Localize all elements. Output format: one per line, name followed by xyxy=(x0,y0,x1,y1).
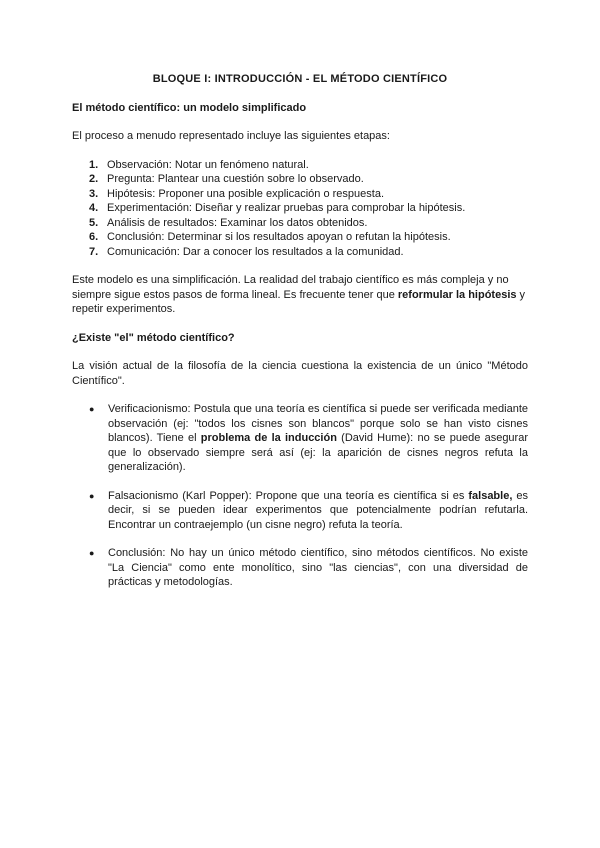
section2-intro: La visión actual de la filosofía de la ciencia cuestiona la existencia de un único "Método Científico". xyxy=(72,360,528,387)
list-item xyxy=(72,230,528,245)
bullet-text-part: Falsacionismo (Karl Popper): Propone que una teoría es científica si es xyxy=(108,489,469,502)
section1-heading: El método científico: un modelo simplificado xyxy=(72,101,307,114)
section1-intro: El proceso a menudo representado incluye las siguientes etapas: xyxy=(72,130,390,142)
bullet-text xyxy=(108,489,528,533)
bullet-list xyxy=(72,402,528,590)
section2-heading: ¿Existe "el" método científico? xyxy=(72,331,235,344)
document-page xyxy=(72,72,528,604)
bullet-icon: ● xyxy=(89,490,95,501)
step-number: 2. xyxy=(89,173,99,185)
list-item xyxy=(72,201,528,216)
step-text: Análisis de resultados: Examinar los datos obtenidos. xyxy=(107,216,368,229)
step-text: Conclusión: Determinar si los resultados apoyan o refutan la hipótesis. xyxy=(107,231,451,243)
step-text: Experimentación: Diseñar y realizar pruebas para comprobar la hipótesis. xyxy=(107,202,466,214)
step-number: 4. xyxy=(89,202,99,214)
step-text: Comunicación: Dar a conocer los resultados a la comunidad. xyxy=(107,245,404,258)
bullet-text: Conclusión: No hay un único método científico, sino métodos científicos. No existe "La Ciencia" como ente monolítico, sino "las ciencias", con una diversidad de prácticas y metodologías. xyxy=(108,547,528,588)
step-number: 6. xyxy=(89,231,99,243)
document-title: BLOQUE I: INTRODUCCIÓN - EL MÉTODO CIENTÍFICO xyxy=(152,73,448,85)
step-text: Pregunta: Plantear una cuestión sobre lo observado. xyxy=(107,173,364,185)
list-item xyxy=(72,402,528,475)
bullet-icon: ● xyxy=(89,404,95,414)
closing-text-end: y repetir experimentos. xyxy=(72,288,526,315)
bullet-bold-text: falsable, xyxy=(468,489,513,502)
list-item xyxy=(72,172,528,187)
section1-closing xyxy=(72,273,528,317)
step-number: 5. xyxy=(89,216,99,229)
closing-text: Este modelo es una simplificación. La realidad del trabajo científico es más compleja y no siempre sigue estos pasos de forma lineal. Es frecuente tener que xyxy=(72,274,509,301)
bullet-text-part: Verificacionismo: Postula que una teoría es científica si puede ser verificada mediante observación (ej: "todos los cisnes son blancos" porque solo se han visto cisnes blancos). Tiene el xyxy=(108,403,528,444)
step-number: 7. xyxy=(89,245,99,258)
list-item xyxy=(72,489,528,533)
list-item xyxy=(72,158,528,173)
list-item xyxy=(72,546,528,590)
list-item xyxy=(72,245,528,260)
bullet-icon: ● xyxy=(89,548,95,558)
steps-list xyxy=(72,158,528,260)
closing-bold-text: reformular la hipótesis xyxy=(397,288,517,301)
step-number: 1. xyxy=(89,158,99,171)
step-text: Hipótesis: Proponer una posible explicación o respuesta. xyxy=(107,187,384,200)
list-item xyxy=(72,187,528,202)
bullet-bold-text: problema de la inducción xyxy=(200,432,337,444)
step-text: Observación: Notar un fenómeno natural. xyxy=(107,158,309,171)
bullet-text-part: (David Hume): no se puede asegurar que lo observado siempre será así (ej: la aparición de cisnes negros refuta la generalización). xyxy=(108,432,528,473)
bullet-text-part: es decir, si se pueden idear experimentos que potencialmente podrían refutarla. Encontrar un contraejemplo (un cisne negro) refuta la teoría. xyxy=(108,489,528,531)
list-item xyxy=(72,216,528,231)
bullet-text xyxy=(108,402,528,475)
step-number: 3. xyxy=(89,187,99,200)
